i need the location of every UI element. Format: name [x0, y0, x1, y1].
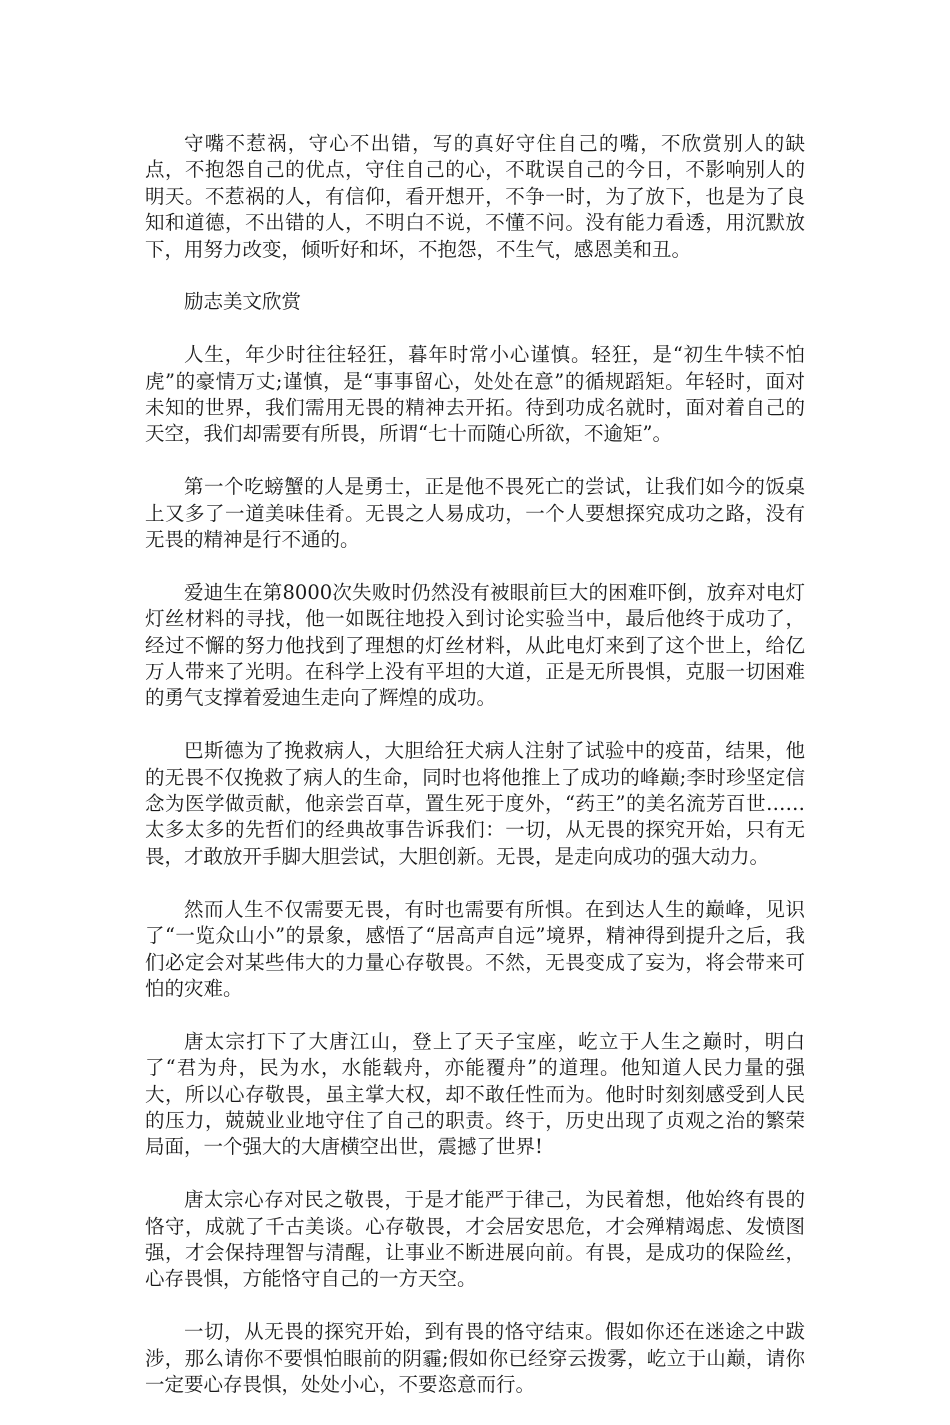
document-page	[145, 131, 805, 1425]
body-paragraph: 唐太宗打下了大唐江山，登上了天子宝座，屹立于人生之巅时，明白了“君为舟，民为水，水能载舟，亦能覆舟”的道理。他知道人民力量的强大，所以心存敬畏，虽主掌大权，却不敢任性而为。他时时刻刻感受到人民的压力，兢兢业业地守住了自己的职责。终于，历史出现了贞观之治的繁荣局面，一个强大的大唐横空出世，震撼了世界!	[145, 1029, 805, 1159]
section-heading: 励志美文欣赏	[184, 290, 302, 314]
body-paragraph: 然而人生不仅需要无畏，有时也需要有所惧。在到达人生的巅峰，见识了“一览众山小”的景象，感悟了“居高声自远”境界，精神得到提升之后，我们必定会对某些伟大的力量心存敬畏。不然，无畏变成了妄为，将会带来可怕的灾难。	[145, 897, 805, 1000]
body-paragraph: 第一个吃螃蟹的人是勇士，正是他不畏死亡的尝试，让我们如今的饭桌上又多了一道美味佳肴。无畏之人易成功，一个人要想探究成功之路，没有无畏的精神是行不通的。	[145, 475, 805, 552]
intro-paragraph: 守嘴不惹祸，守心不出错，写的真好守住自己的嘴，不欣赏别人的缺点，不抱怨自己的优点，守住自己的心，不耽误自己的今日，不影响别人的明天。不惹祸的人，有信仰，看开想开，不争一时，为了放下，也是为了良知和道德，不出错的人，不明白不说，不懂不问。没有能力看透，用沉默放下，用努力改变，倾听好和坏，不抱怨，不生气，感恩美和丑。	[145, 132, 805, 261]
body-paragraph: 人生，年少时往往轻狂，暮年时常小心谨慎。轻狂，是“初生牛犊不怕虎”的豪情万丈;谨慎，是“事事留心，处处在意”的循规蹈矩。年轻时，面对未知的世界，我们需用无畏的精神去开拓。待到功成名就时，面对着自己的天空，我们却需要有所畏，所谓“七十而随心所欲，不逾矩”。	[145, 343, 805, 446]
body-paragraph: 巴斯德为了挽救病人，大胆给狂犬病人注射了试验中的疫苗，结果，他的无畏不仅挽救了病人的生命，同时也将他推上了成功的峰巅;李时珍坚定信念为医学做贡献，他亲尝百草，置生死于度外，“药王”的美名流芳百世……太多太多的先哲们的经典故事告诉我们：一切，从无畏的探究开始，只有无畏，才敢放开手脚大胆尝试，大胆创新。无畏，是走向成功的强大动力。	[145, 739, 805, 868]
body-paragraph: 爱迪生在第8000次失败时仍然没有被眼前巨大的困难吓倒，放弃对电灯灯丝材料的寻找，他一如既往地投入到讨论实验当中，最后他终于成功了，经过不懈的努力他找到了理想的灯丝材料，从此电灯来到了这个世上，给亿万人带来了光明。在科学上没有平坦的大道，正是无所畏惧，克服一切困难的勇气支撑着爱迪生走向了辉煌的成功。	[145, 580, 805, 710]
body-paragraph: 一切，从无畏的探究开始，到有畏的恪守结束。假如你还在迷途之中跋涉，那么请你不要惧怕眼前的阴霾;假如你已经穿云拨雾，屹立于山巅，请你一定要心存畏惧，处处小心，不要恣意而行。	[145, 1320, 805, 1396]
body-paragraph: 唐太宗心存对民之敬畏，于是才能严于律己，为民着想，他始终有畏的恪守，成就了千古美谈。心存敬畏，才会居安思危，才会殚精竭虑、发愤图强，才会保持理智与清醒，让事业不断进展向前。有畏，是成功的保险丝，心存畏惧，方能恪守自己的一方天空。	[145, 1188, 805, 1291]
